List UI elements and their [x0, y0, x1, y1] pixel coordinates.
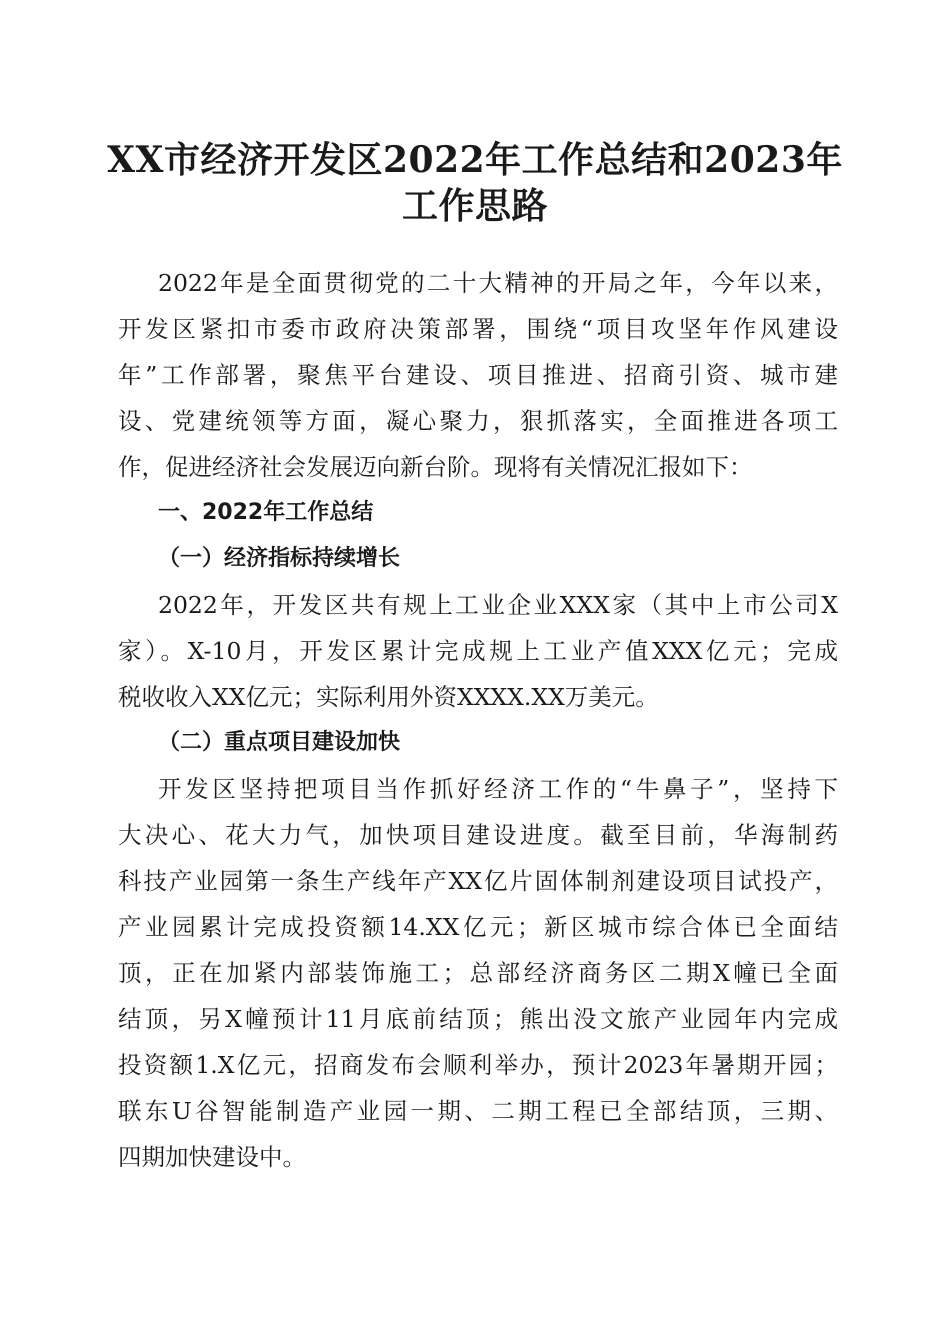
sub2-line-6: 结顶，另X幢预计11月底前结顶；熊出没文旅产业园年内完成	[118, 1005, 838, 1033]
document-body	[118, 260, 838, 1180]
intro-line-3: 年”工作部署，聚焦平台建设、项目推进、招商引资、城市建	[118, 361, 838, 389]
sub2-line-1: 开发区坚持把项目当作抓好经济工作的“牛鼻子”，坚持下	[158, 775, 838, 803]
intro-line-5: 作，促进经济社会发展迈向新台阶。现将有关情况汇报如下：	[118, 453, 753, 481]
sub1-line-2: 家）。X-10月，开发区累计完成规上工业产值XXX亿元；完成	[118, 637, 838, 665]
sub2-line-8: 联东U谷智能制造产业园一期、二期工程已全部结顶，三期、	[118, 1097, 838, 1125]
sub2-line-9: 四期加快建设中。	[118, 1143, 306, 1171]
intro-line-1: 2022年是全面贯彻党的二十大精神的开局之年，今年以来，	[158, 269, 838, 297]
document-title-line-1: XX市经济开发区2022年工作总结和2023年	[107, 139, 843, 181]
intro-line-2: 开发区紧扣市委市政府决策部署，围绕“项目攻坚年作风建设	[118, 315, 838, 343]
sub2-line-3: 科技产业园第一条生产线年产XX亿片固体制剂建设项目试投产，	[118, 867, 838, 895]
document-title-line-2: 工作思路	[401, 185, 548, 227]
sub2-line-2: 大决心、花大力气，加快项目建设进度。截至目前，华海制药	[118, 821, 838, 849]
sub2-line-5: 顶，正在加紧内部装饰施工；总部经济商务区二期X幢已全面	[118, 959, 838, 987]
sub2-line-7: 投资额1.X亿元，招商发布会顺利举办，预计2023年暑期开园；	[118, 1051, 838, 1079]
sub1-line-1: 2022年，开发区共有规上工业企业XXX家（其中上市公司X	[158, 591, 838, 619]
sub1-line-3: 税收收入XX亿元；实际利用外资XXXX.XX万美元。	[118, 683, 659, 711]
sub2-line-4: 产业园累计完成投资额14.XX亿元；新区城市综合体已全面结	[118, 913, 838, 941]
subsection-heading-1: （一）经济指标持续增长	[158, 546, 401, 571]
section-heading-1: 一、2022年工作总结	[158, 500, 374, 525]
intro-line-4: 设、党建统领等方面，凝心聚力，狠抓落实，全面推进各项工	[118, 407, 838, 435]
subsection-heading-2: （二）重点项目建设加快	[158, 730, 401, 755]
